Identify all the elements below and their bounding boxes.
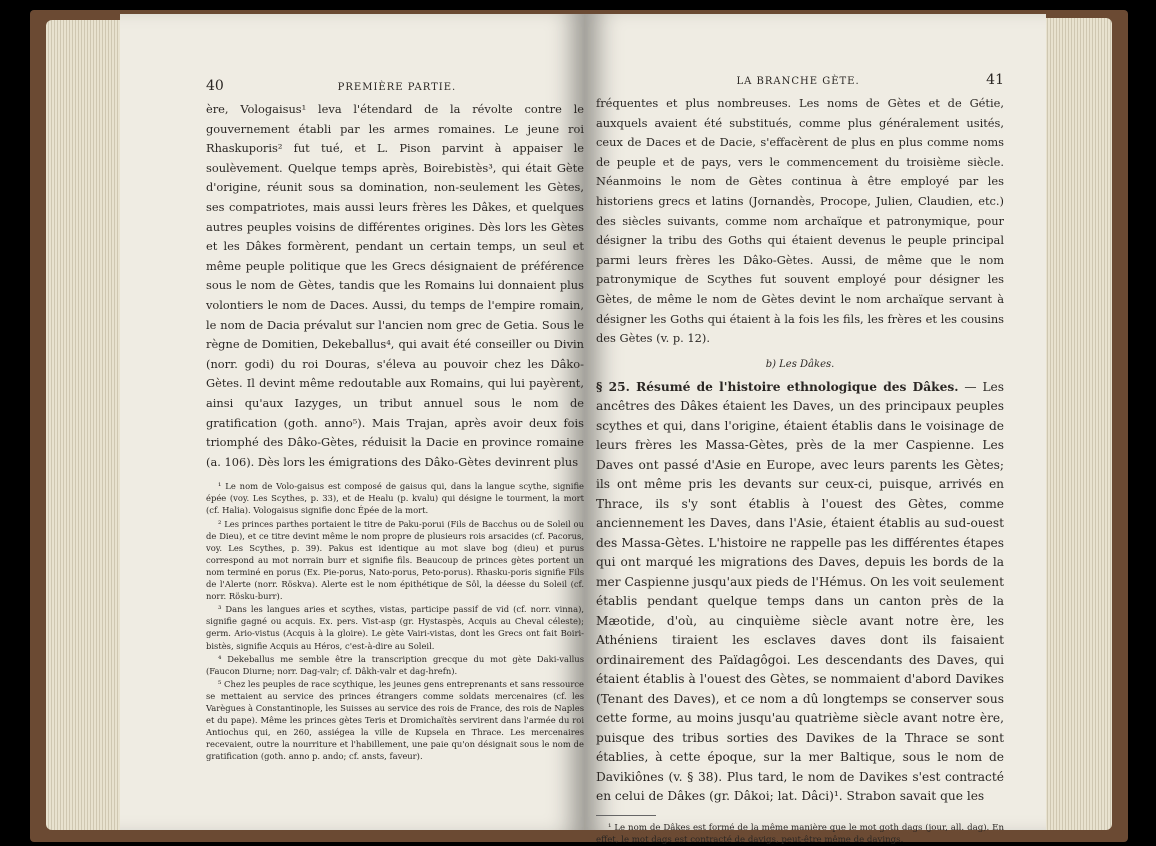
right-body-text: fréquentes et plus nombreuses. Les noms de Gètes et de Gétie, auxquels avaient été substitués, comme plus généralement usités, ceux de Daces et de Dacie, s'effacèrent de plus en plus comme noms de peuple et de pays, vers le commencement du troisième siècle. Néanmoins le nom de Gètes continua à être employé par les historiens grecs et latins (Jornandès, Procope, Julien, Claudien, etc.) des siècles suivants, comme nom archaïque et patronymique, pour désigner la tribu des Goths qui étaient devenus le peuple principal parmi leurs frères les Dâko-Gètes. Aussi, de même que le nom patronymique de Scythes fut souvent employé pour désigner les Gètes, de même le nom de Gètes devint le nom archaïque servant à désigner les Goths qui étaient à la fois les fils, les frères et les cousins des Gètes (v. p. 12). [596,96,1004,346]
subheading: b) Les Dâkes. [765,358,835,370]
left-page [120,14,586,830]
right-page-edges [1036,18,1112,830]
footnote-2: ² Les princes parthes portaient le titre de Paku-porui (Fils de Bacchus ou de Soleil ou de Dieu), et ce titre devint même le nom propre de plusieurs rois arsacides (cf. Pacorus, voy. Les Scythes, p. 39). Pakus est identique au mot slave bog (dieu) et purus correspond au mot norrain burr et signifie fils. Beaucoup de princes gètes portent un nom terminé en porus (Ex. Pie-porus, Nato-porus, Peto-porus). Rhasku-poris signifie Fils de l'Alerte (norr. Röskva). Alerte est le nom épithétique de Sôl, la déesse du Soleil (cf. norr. Rösku-burr). [206,518,584,602]
footnote-rule [596,815,656,816]
left-page-number: 40 [206,78,224,94]
right-footnote-1: ¹ Le nom de Dâkes est formé de la même manière que le mot goth dags (jour, all. dag). En effet, le mot dags est contracté de davigs, peut-être même de davings. [596,822,1004,845]
left-head-title: PREMIÈRE PARTIE. [337,82,457,93]
left-footnotes [206,480,584,762]
footnote-4: ⁴ Dekeballus me semble être la transcription grecque du mot gète Daki-vallus (Faucon Diurne; norr. Dag-valr; cf. Dâkh-valr et dag-hrefn). [206,653,584,676]
right-footnotes [596,822,1004,846]
left-body-text: ère, Vologaisus¹ leva l'étendard de la révolte contre le gouvernement établi par les armes romaines. Le jeune roi Rhaskuporis² fut tué, et L. Pison parvint à appaiser le soulèvement. Quelque temps après, Boirebistès³, qui était Gète d'origine, réunit sous sa domination, non-seulement les Gètes, ses compatriotes, mais aussi leurs frères les Dâkes, et quelques autres peuples voisins de différentes origines. Dès lors les Gètes et les Dâkes formèrent, pendant un certain temps, un seul et même peuple politique que les Grecs désignaient de préférence sous le nom de Gètes, tandis que les Romains lui donnaient plus volontiers le nom de Daces. Aussi, du temps de l'empire romain, le nom de Dacia prévalut sur l'ancien nom grec de Getia. Sous le règne de Domitien, Dekeballus⁴, qui avait été conseiller ou Divin (norr. godi) du roi Douras, s'éleva au pouvoir chez les Dâko-Gètes. Il devint même redoutable aux Romains, qui lui payèrent, ainsi qu'aux Iazyges, un tribut annuel sous le nom de gratification (goth. anno⁵). Mais Trajan, après avoir deux fois triomphé des Dâko-Gètes, réduisit la Dacie en province romaine (a. 106). Dès lors les émigrations des Dâko-Gètes devinrent plus [206,102,584,469]
section-title: § 25. Résumé de l'histoire ethnologique des Dâkes. [596,379,959,394]
footnote-5: ⁵ Chez les peuples de race scythique, les jeunes gens entreprenants et sans ressource se mettaient au service des princes étrangers comme soldats mercenaires (cf. les Varègues à Constantinople, les Suisses au service des rois de France, des rois de Naples et du pape). Même les princes gètes Teris et Dromichaïtès servirent dans l'armée du roi Antiochus qui, en 260, assiégea la ville de Kupsela en Thrace. Les mercenaires recevaient, outre la nourriture et l'habillement, une paie qu'on désignait sous le nom de gratification (goth. anno p. ando; cf. ansts, faveur). [206,678,584,762]
right-page [584,14,1046,845]
right-head-title: LA BRANCHE GÈTE. [736,76,860,87]
footnote-1: ¹ Le nom de Volo-gaisus est composé de gaisus qui, dans la langue scythe, signifie épée (voy. Les Scythes, p. 33), et de Healu (p. kvalu) qui désigne le tourment, la mort (cf. Halia). Vologaisus signifie donc Épée de la mort. [206,481,584,516]
section-text: — Les ancêtres des Dâkes étaient les Daves, un des principaux peuples scythes et qui, dans l'origine, étaient établis dans le voisinage de leurs frères les Massa-Gètes, près de la mer Caspienne. Les Daves ont passé d'Asie en Europe, avec leurs parents les Gètes; ils ont même pris les devants sur ceux-ci, puisque, arrivés en Thrace, ils s'y sont établis à l'ouest des Gètes, comme anciennement les Daves, dans l'Asie, étaient établis au sud-ouest des Massa-Gètes. L'histoire ne rappelle pas les différentes étapes qui ont marqué les migrations des Daves, depuis les bords de la mer Caspienne jusqu'aux pieds de l'Hémus. On les voit seulement établis pendant quelque temps dans un canton près de la Mæotide, d'où, au cinquième siècle avant notre ère, les Athéniens tiraient les esclaves daves dont ils faisaient ordinairement des Païdagôgoi. Les descendants des Daves, qui étaient établis à l'ouest des Gètes, se nommaient d'abord Davikes (Tenant des Daves), et ce nom a dû longtemps se conserver sous cette forme, au moins jusqu'au quatrième siècle avant notre ère, puisque des tribus sorties des Davikes de la Thrace se sont établies, à cette époque, sur la mer Baltique, sous le nom de Davikiônes (v. § 38). Plus tard, le nom de Davikes s'est contracté en celui de Dâkes (gr. Dâkoi; lat. Dâci)¹. Strabon savait que les [596,379,1005,804]
right-page-number: 41 [986,72,1004,88]
left-running-head [206,78,584,94]
left-page-edges [46,20,126,830]
section-25 [596,378,1004,807]
footnote-3: ³ Dans les langues aries et scythes, vistas, participe passif de vid (cf. norr. vinna), signifie gagné ou acquis. Ex. pers. Vist-asp (gr. Hystaspès, Acquis au Cheval céleste); germ. Ario-vistus (Acquis à la gloire). Le gète Vairi-vistas, dont les Grecs ont fait Boiri-bistès, signifie Acquis au Héros, c'est-à-dire au Soleil. [206,604,584,651]
right-running-head [596,72,1004,88]
